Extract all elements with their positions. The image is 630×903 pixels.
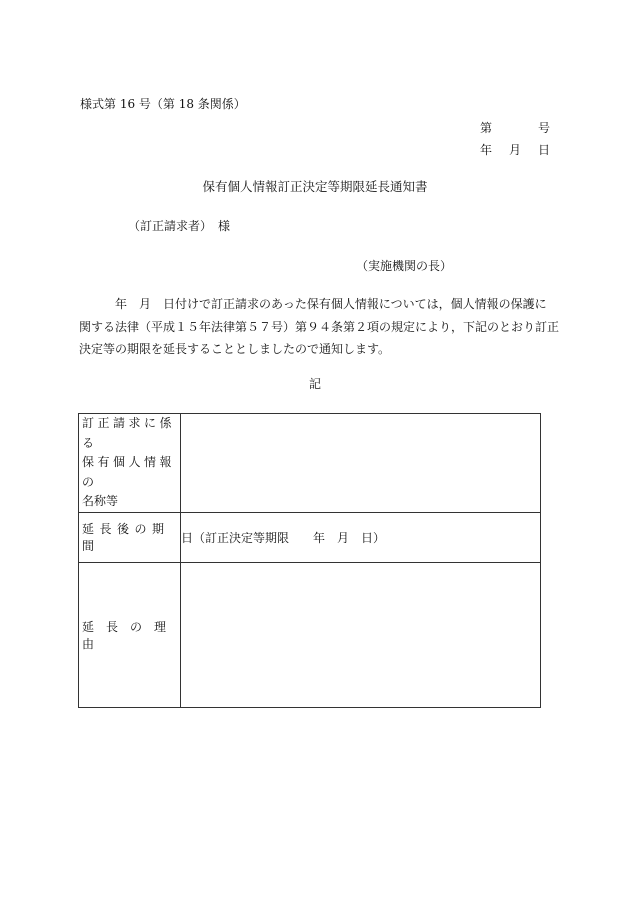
document-date-line [480,139,550,161]
number-prefix: 第 [480,121,493,135]
details-table [78,413,541,708]
body-line-1: 年 月 日付けで訂正請求のあった保有個人情報については，個人情報の保護に [79,297,547,311]
table-row-extension-reason [79,562,541,707]
body-line-3: 決定等の期限を延長することとしましたので通知します。 [79,342,391,356]
number-suffix: 号 [537,121,550,135]
date-month: 月 [508,143,521,157]
label-extension-period [79,512,181,562]
table-row-extension-period [79,512,541,562]
label-line-3: 名称等 [82,494,119,508]
label-extension-reason [79,562,181,707]
label-line-2: 保有個人情報の [82,455,176,489]
value-extension-reason [181,562,541,707]
form-number: 様式第 16 号（第 18 条関係） [80,97,246,111]
label-extension-period-text: 延長後の期間 [82,522,170,553]
label-info-name [79,414,181,513]
table-row-info-name [79,414,541,513]
value-extension-period: 日（訂正決定等期限 年 月 日） [181,512,541,562]
ki-heading: 記 [308,377,321,391]
document-title: 保有個人情報訂正決定等期限延長通知書 [202,179,428,194]
document-number-line [480,117,550,139]
date-day: 日 [537,143,550,157]
sender: （実施機関の長） [356,259,453,273]
date-year: 年 [480,143,493,157]
label-extension-reason-text: 延長の理由 [82,619,179,651]
label-line-1: 訂正請求に係る [82,416,176,450]
body-line-2: 関する法律（平成１５年法律第５７号）第９４条第２項の規定により，下記のとおり訂正 [79,319,560,334]
value-info-name [181,414,541,513]
document-number-date-block [480,117,550,161]
addressee: （訂正請求者） 様 [128,219,231,233]
body-paragraph [79,293,560,361]
